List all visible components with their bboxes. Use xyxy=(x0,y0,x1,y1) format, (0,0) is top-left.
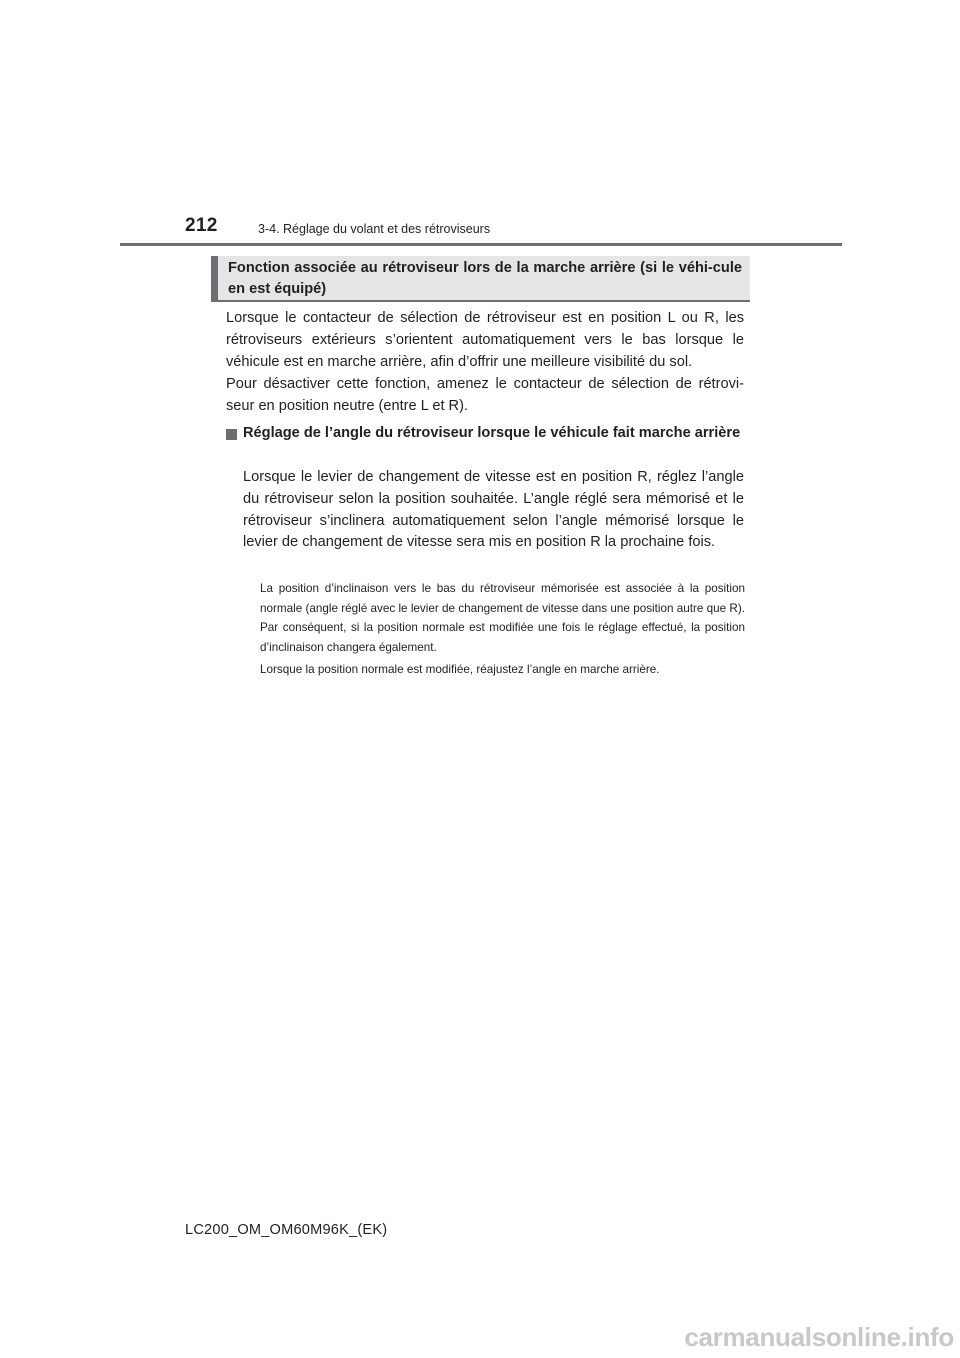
subheading xyxy=(226,423,744,445)
paragraph-adjust-angle: Lorsque le levier de changement de vitesse est en position R, réglez l’angle du rétroviseur selon la position souhaitée. L’angle réglé sera mémorisé et le rétroviseur s’inclinera automatiquement selon l’angle mémorisé lorsque le levier de changement de vitesse sera mis en position R la prochaine fois. xyxy=(243,469,744,551)
square-bullet-icon xyxy=(226,429,237,440)
paragraph-deactivate: Pour désactiver cette fonction, amenez le contacteur de sélection de rétrovi-seur en position neutre (entre L et R). xyxy=(226,376,744,414)
page-number: 212 xyxy=(185,215,218,236)
document-code: LC200_OM_OM60M96K_(EK) xyxy=(185,1222,388,1238)
watermark[interactable]: carmanualsonline.info xyxy=(684,1322,954,1352)
note-memorized-position: La position d’inclinaison vers le bas du rétroviseur mémorisée est associée à la position normale (angle réglé avec le levier de changement de vitesse dans une position autre que R). Par conséquent, si la position normale est modifiée une fois le réglage effectué, la position d’inclinaison changera également. xyxy=(260,582,745,654)
section-heading: Fonction associée au rétroviseur lors de la marche arrière (si le véhi-cule en est équipé) xyxy=(228,260,742,297)
section-heading-box xyxy=(211,256,750,301)
header-rule xyxy=(120,243,842,246)
subheading-text: Réglage de l’angle du rétroviseur lorsque le véhicule fait marche arrière xyxy=(243,425,741,441)
paragraph-intro: Lorsque le contacteur de sélection de rétroviseur est en position L ou R, les rétroviseurs extérieurs s’orientent automatiquement vers le bas lorsque le véhicule est en marche arrière, afin d’offrir une meilleure visibilité du sol. xyxy=(226,310,744,370)
section-title: 3-4. Réglage du volant et des rétroviseurs xyxy=(258,222,491,236)
note-readjust: Lorsque la position normale est modifiée, réajustez l’angle en marche arrière. xyxy=(260,663,660,676)
heading-underline xyxy=(211,300,750,302)
